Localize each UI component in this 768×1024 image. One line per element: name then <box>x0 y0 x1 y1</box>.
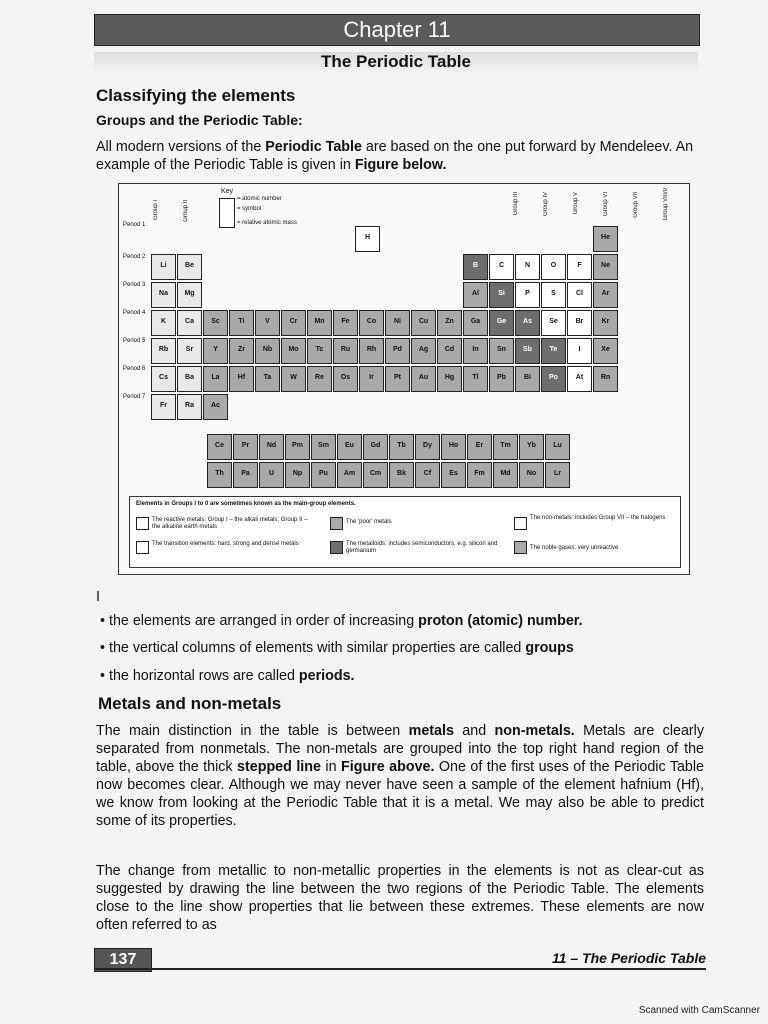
element-symbol: F <box>577 262 582 269</box>
element-cell-pb <box>489 366 514 392</box>
intro-text-2: are based on the one put forward by Mendeleev. An example of the Periodic Table is given in <box>96 139 694 173</box>
p1-text-2: and <box>453 723 495 739</box>
element-cell-ra <box>177 394 202 420</box>
element-symbol: Cs <box>159 374 168 381</box>
element-symbol: Br <box>575 318 584 325</box>
key-line-3: = relative atomic mass <box>237 220 297 226</box>
element-cell-hf <box>229 366 254 392</box>
bullet-3: • the horizontal rows are called periods. <box>100 668 355 684</box>
actinide-cell-cm <box>363 462 388 488</box>
element-cell-hg <box>437 366 462 392</box>
p1-bold-metals: metals <box>408 723 454 739</box>
element-symbol: U <box>268 470 275 477</box>
element-symbol: Eu <box>345 442 354 449</box>
element-symbol: In <box>472 346 479 353</box>
element-cell-h <box>355 226 380 252</box>
element-cell-ti <box>229 310 254 336</box>
group-label-2: Group II <box>183 200 189 222</box>
element-cell-mg <box>177 282 202 308</box>
element-symbol: Au <box>418 374 429 381</box>
element-symbol: Fe <box>341 318 350 325</box>
element-symbol: S <box>551 290 556 297</box>
legend-item-nonmetals: The non-metals: includes Group VII – the halogens <box>530 515 666 521</box>
element-symbol: Nd <box>266 442 277 449</box>
element-cell-as <box>515 310 540 336</box>
legend-swatch-poor <box>330 517 343 530</box>
figure-legend <box>129 496 681 568</box>
element-cell-se <box>541 310 566 336</box>
key-line-1: = atomic number <box>237 196 282 202</box>
element-cell-po <box>541 366 566 392</box>
legend-swatch-transition <box>136 541 149 554</box>
element-symbol: C <box>498 262 505 269</box>
actinide-cell-no <box>519 462 544 488</box>
p1-bold-nonmetals: non-metals. <box>494 723 575 739</box>
page-number: 137 <box>94 948 152 972</box>
element-cell-fr <box>151 394 176 420</box>
element-symbol: Rb <box>158 346 169 353</box>
element-cell-ir <box>359 366 384 392</box>
element-symbol: Cr <box>289 318 298 325</box>
bullet-1-text: the elements are arranged in order of increasing <box>108 613 419 629</box>
element-symbol: Bi <box>524 374 531 381</box>
element-cell-b <box>463 254 488 280</box>
element-symbol: Be <box>185 262 194 269</box>
element-symbol: Sm <box>318 442 329 449</box>
element-cell-li <box>151 254 176 280</box>
p1-text-3: Metals are clearly separated from nonmetals. The non-metals are grouped into the top right hand region of the table, above the thick <box>96 723 704 775</box>
element-symbol: Pd <box>393 346 402 353</box>
legend-item-poor: The 'poor' metals <box>346 519 392 525</box>
lanthanide-cell-eu <box>337 434 362 460</box>
lanthanide-cell-ce <box>207 434 232 460</box>
element-cell-sn <box>489 338 514 364</box>
element-symbol: Hg <box>444 374 455 381</box>
element-cell-co <box>359 310 384 336</box>
period-label-6: Period 6 <box>123 366 146 372</box>
element-symbol: Se <box>549 318 558 325</box>
legend-swatch-nonmetals <box>514 517 527 530</box>
element-symbol: Ta <box>263 374 272 381</box>
change-paragraph: The change from metallic to non-metallic properties in the elements is not as clear-cut as suggested by drawing the line between the two regions of the Periodic Table. The elements close to the line show properties that lie between these extremes. These elements are now often referred to as <box>96 863 704 933</box>
element-cell-re <box>307 366 332 392</box>
element-cell-w <box>281 366 306 392</box>
element-symbol: N <box>524 262 531 269</box>
element-cell-zr <box>229 338 254 364</box>
element-symbol: Ir <box>369 374 374 381</box>
element-cell-ne <box>593 254 618 280</box>
element-symbol: Ac <box>211 402 220 409</box>
lanthanide-cell-yb <box>519 434 544 460</box>
bullet-2: • the vertical columns of elements with similar properties are called groups <box>100 640 574 656</box>
actinide-cell-pa <box>233 462 258 488</box>
element-symbol: Ho <box>448 442 459 449</box>
actinide-cell-np <box>285 462 310 488</box>
element-cell-v <box>255 310 280 336</box>
element-cell-cu <box>411 310 436 336</box>
lanthanide-cell-sm <box>311 434 336 460</box>
p1-bold-stepped-line: stepped line <box>237 759 321 775</box>
legend-swatch-noble <box>514 541 527 554</box>
element-cell-sc <box>203 310 228 336</box>
element-symbol: Mn <box>314 318 325 325</box>
element-symbol: Hf <box>237 374 246 381</box>
element-cell-xe <box>593 338 618 364</box>
element-cell-ba <box>177 366 202 392</box>
element-symbol: Re <box>315 374 324 381</box>
group-label-5: Group V <box>573 192 579 215</box>
element-cell-os <box>333 366 358 392</box>
element-symbol: Pm <box>292 442 303 449</box>
element-symbol: Ga <box>470 318 481 325</box>
element-cell-cd <box>437 338 462 364</box>
element-symbol: Ba <box>185 374 194 381</box>
element-cell-ga <box>463 310 488 336</box>
element-cell-bi <box>515 366 540 392</box>
lanthanide-cell-pr <box>233 434 258 460</box>
lanthanide-cell-dy <box>415 434 440 460</box>
actinide-cell-am <box>337 462 362 488</box>
element-cell-al <box>463 282 488 308</box>
page-title: The Periodic Table <box>321 52 471 71</box>
actinide-cell-bk <box>389 462 414 488</box>
element-symbol: Ru <box>340 346 351 353</box>
legend-item-transition: The transition elements: hard, strong and dense metals <box>152 541 299 547</box>
element-symbol: Na <box>159 290 168 297</box>
element-symbol: Gd <box>370 442 381 449</box>
element-symbol: H <box>364 234 371 241</box>
group-label-1: Group I <box>153 200 159 221</box>
element-symbol: Ge <box>496 318 507 325</box>
element-symbol: Ra <box>185 402 194 409</box>
element-cell-kr <box>593 310 618 336</box>
element-cell-nb <box>255 338 280 364</box>
lanthanide-cell-ho <box>441 434 466 460</box>
element-symbol: Dy <box>423 442 432 449</box>
actinide-cell-th <box>207 462 232 488</box>
element-cell-la <box>203 366 228 392</box>
element-symbol: Y <box>213 346 218 353</box>
period-label-2: Period 2 <box>123 254 146 260</box>
actinide-cell-lr <box>545 462 570 488</box>
group-label-4: Group IV <box>543 192 549 217</box>
intro-bold-figure: Figure below. <box>354 157 447 173</box>
p1-bold-figure-above: Figure above. <box>341 759 435 775</box>
element-symbol: Li <box>160 262 167 269</box>
element-symbol: Zr <box>238 346 245 353</box>
element-symbol: P <box>525 290 530 297</box>
intro-bold-periodic-table: Periodic Table <box>265 139 362 155</box>
element-symbol: Mo <box>288 346 299 353</box>
element-symbol: Al <box>472 290 479 297</box>
element-symbol: Fm <box>474 470 485 477</box>
element-cell-ac <box>203 394 228 420</box>
element-symbol: Sn <box>497 346 506 353</box>
period-label-1: Period 1 <box>123 222 146 228</box>
metals-paragraph <box>96 722 704 830</box>
element-cell-ni <box>385 310 410 336</box>
element-cell-f <box>567 254 592 280</box>
element-symbol: Te <box>549 346 558 353</box>
lanthanide-cell-er <box>467 434 492 460</box>
element-symbol: Tm <box>500 442 511 449</box>
element-cell-zn <box>437 310 462 336</box>
element-symbol: I <box>578 346 581 353</box>
element-symbol: As <box>523 318 532 325</box>
bullet-3-bold: periods. <box>298 668 355 684</box>
element-symbol: Ne <box>601 262 610 269</box>
element-symbol: Cm <box>369 470 382 477</box>
footer-rule <box>94 968 706 970</box>
element-symbol: Sc <box>211 318 220 325</box>
bullet-3-text: the horizontal rows are called <box>108 668 299 684</box>
p1-text-1: The main distinction in the table is between <box>96 723 409 739</box>
element-symbol: W <box>290 374 297 381</box>
legend-title: Elements in Groups I to 0 are sometimes known as the main-group elements. <box>136 501 356 507</box>
element-cell-n <box>515 254 540 280</box>
element-cell-p <box>515 282 540 308</box>
element-symbol: Cl <box>576 290 583 297</box>
element-cell-ge <box>489 310 514 336</box>
actinide-cell-md <box>493 462 518 488</box>
element-symbol: Lr <box>554 470 561 477</box>
element-cell-mo <box>281 338 306 364</box>
element-cell-tc <box>307 338 332 364</box>
element-cell-o <box>541 254 566 280</box>
element-symbol: Pu <box>319 470 328 477</box>
element-symbol: La <box>211 374 220 381</box>
element-cell-ar <box>593 282 618 308</box>
element-symbol: K <box>160 318 167 325</box>
element-cell-rb <box>151 338 176 364</box>
intro-text-1: All modern versions of the <box>96 139 266 155</box>
element-symbol: Ti <box>238 318 245 325</box>
element-cell-si <box>489 282 514 308</box>
legend-item-metalloids: The metalloids: includes semiconductors, e.g. silicon and germanium <box>346 541 498 554</box>
group-label-7: Group VII <box>633 192 639 218</box>
element-symbol: Tb <box>397 442 406 449</box>
element-cell-fe <box>333 310 358 336</box>
element-cell-sr <box>177 338 202 364</box>
element-symbol: Pr <box>241 442 250 449</box>
element-symbol: Si <box>498 290 505 297</box>
element-cell-in <box>463 338 488 364</box>
legend-swatch-metalloids <box>330 541 343 554</box>
element-symbol: Pt <box>394 374 401 381</box>
element-symbol: Pb <box>497 374 506 381</box>
element-symbol: Cd <box>444 346 455 353</box>
lanthanide-cell-tm <box>493 434 518 460</box>
actinide-cell-es <box>441 462 466 488</box>
bullet-2-bold: groups <box>525 640 574 656</box>
element-cell-cl <box>567 282 592 308</box>
element-symbol: Zn <box>445 318 454 325</box>
lanthanide-cell-tb <box>389 434 414 460</box>
periodic-table-figure <box>118 183 690 575</box>
period-label-3: Period 3 <box>123 282 146 288</box>
element-symbol: Pa <box>241 470 250 477</box>
element-cell-pd <box>385 338 410 364</box>
element-cell-k <box>151 310 176 336</box>
element-cell-be <box>177 254 202 280</box>
element-symbol: Ar <box>601 290 610 297</box>
element-cell-te <box>541 338 566 364</box>
element-symbol: Sr <box>185 346 194 353</box>
scanner-watermark: Scanned with CamScanner <box>638 1005 760 1016</box>
element-symbol: Rh <box>366 346 377 353</box>
element-symbol: Am <box>343 470 356 477</box>
element-cell-mn <box>307 310 332 336</box>
bullet-1: • the elements are arranged in order of increasing proton (atomic) number. <box>100 613 583 629</box>
element-symbol: Yb <box>527 442 536 449</box>
element-cell-au <box>411 366 436 392</box>
element-cell-ru <box>333 338 358 364</box>
element-cell-s <box>541 282 566 308</box>
element-symbol: O <box>550 262 557 269</box>
element-symbol: No <box>526 470 537 477</box>
element-symbol: Ce <box>215 442 224 449</box>
period-label-4: Period 4 <box>123 310 146 316</box>
element-symbol: Nb <box>262 346 273 353</box>
element-symbol: Ni <box>394 318 401 325</box>
element-cell-y <box>203 338 228 364</box>
element-cell-cr <box>281 310 306 336</box>
running-title: 11 – The Periodic Table <box>551 950 706 966</box>
element-symbol: Np <box>292 470 303 477</box>
element-symbol: Th <box>215 470 224 477</box>
element-cell-cs <box>151 366 176 392</box>
element-symbol: Kr <box>601 318 610 325</box>
element-cell-tl <box>463 366 488 392</box>
legend-swatch-reactive <box>136 517 149 530</box>
element-symbol: Tc <box>315 346 324 353</box>
period-label-5: Period 5 <box>123 338 146 344</box>
element-cell-rn <box>593 366 618 392</box>
element-symbol: Rn <box>600 374 611 381</box>
group-label-8: Group VIII/0 <box>663 188 669 221</box>
element-cell-rh <box>359 338 384 364</box>
element-symbol: Lu <box>553 442 562 449</box>
element-cell-ca <box>177 310 202 336</box>
lanthanide-cell-gd <box>363 434 388 460</box>
element-cell-at <box>567 366 592 392</box>
chapter-banner: Chapter 11 <box>94 14 700 46</box>
element-symbol: Ag <box>418 346 429 353</box>
element-symbol: Bk <box>397 470 406 477</box>
p1-text-4: in <box>320 759 341 775</box>
key-line-2: = symbol <box>237 206 262 212</box>
actinide-cell-u <box>259 462 284 488</box>
bullet-1-bold: proton (atomic) number. <box>418 613 583 629</box>
element-symbol: Mg <box>184 290 195 297</box>
p1-text-5: One of the first uses of the Periodic Table now becomes clear. Although we may never have seen a sample of the element hafnium (Hf), we know from looking at the Periodic Table that it is a metal. We may also be able to predict some of its properties. <box>96 759 705 829</box>
subheading-groups: Groups and the Periodic Table: <box>96 112 303 128</box>
intro-paragraph <box>96 138 704 174</box>
element-symbol: Cf <box>423 470 432 477</box>
section-heading-classifying: Classifying the elements <box>96 86 296 105</box>
element-cell-sb <box>515 338 540 364</box>
period-label-7: Period 7 <box>123 394 146 400</box>
element-symbol: Os <box>340 374 351 381</box>
element-symbol: Fr <box>160 402 167 409</box>
element-symbol: V <box>265 318 270 325</box>
lead-text: I <box>96 589 100 605</box>
group-label-6: Group VI <box>603 192 609 217</box>
element-symbol: Cu <box>418 318 429 325</box>
element-cell-c <box>489 254 514 280</box>
legend-item-reactive: The reactive metals: Group I – the alkali metals; Group II – the alkaline earth metals <box>152 517 308 530</box>
element-symbol: B <box>472 262 479 269</box>
element-cell-ta <box>255 366 280 392</box>
element-symbol: Es <box>449 470 458 477</box>
legend-item-noble: The noble gases: very unreactive <box>530 545 619 551</box>
element-symbol: Tl <box>472 374 479 381</box>
key-box <box>219 198 235 228</box>
element-symbol: Sb <box>523 346 532 353</box>
lanthanide-cell-pm <box>285 434 310 460</box>
element-symbol: He <box>601 234 610 241</box>
element-symbol: Po <box>549 374 558 381</box>
bullet-2-text: the vertical columns of elements with similar properties are called <box>108 640 526 656</box>
element-symbol: Xe <box>601 346 610 353</box>
element-symbol: Co <box>366 318 377 325</box>
key-label: Key <box>221 188 234 195</box>
actinide-cell-cf <box>415 462 440 488</box>
element-cell-ag <box>411 338 436 364</box>
element-symbol: Ca <box>185 318 194 325</box>
in-the-periodic-table <box>96 588 704 606</box>
element-symbol: Md <box>500 470 511 477</box>
element-cell-br <box>567 310 592 336</box>
element-cell-na <box>151 282 176 308</box>
lanthanide-cell-nd <box>259 434 284 460</box>
element-cell-i <box>567 338 592 364</box>
actinide-cell-pu <box>311 462 336 488</box>
section-heading-metals: Metals and non-metals <box>98 694 282 713</box>
element-symbol: At <box>575 374 584 381</box>
actinide-cell-fm <box>467 462 492 488</box>
element-symbol: Er <box>475 442 484 449</box>
element-cell-pt <box>385 366 410 392</box>
lanthanide-cell-lu <box>545 434 570 460</box>
group-label-3: Group III <box>513 192 519 216</box>
element-cell-he <box>593 226 618 252</box>
